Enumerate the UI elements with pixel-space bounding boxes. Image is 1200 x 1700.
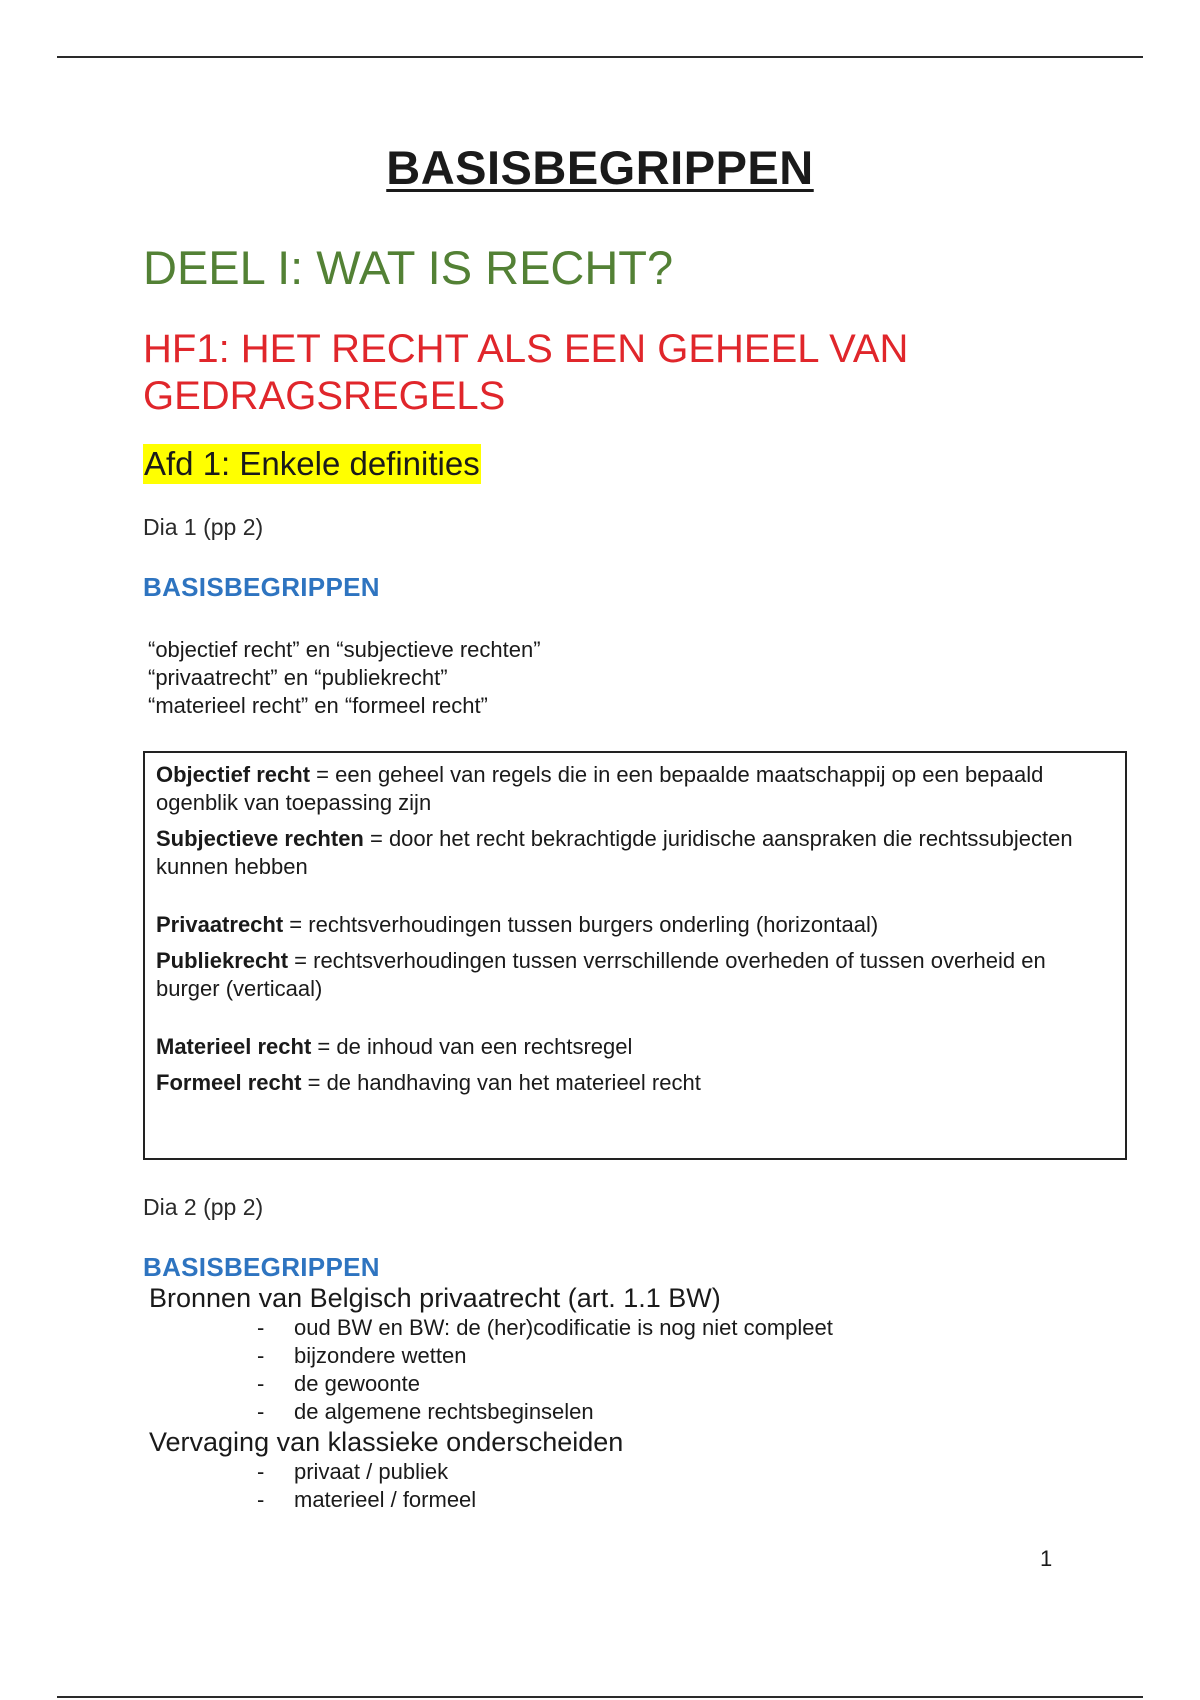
list-item-text: de gewoonte bbox=[294, 1371, 420, 1396]
list-item-text: materieel / formeel bbox=[294, 1487, 477, 1512]
list-item-text: privaat / publiek bbox=[294, 1459, 449, 1484]
definition bbox=[156, 911, 1115, 939]
definition-term: Materieel recht bbox=[156, 1034, 312, 1059]
definition bbox=[156, 761, 1115, 817]
definition-term: Objectief recht bbox=[156, 762, 311, 787]
list-item-text: bijzondere wetten bbox=[294, 1343, 467, 1368]
definition bbox=[156, 825, 1115, 881]
definition bbox=[156, 1069, 1115, 1097]
dash-bullet: - bbox=[257, 1343, 265, 1368]
definition-text: = door het recht bekrachtigde juridische aanspraken die rechtssubjecten kunnen hebben bbox=[156, 826, 1073, 879]
definition-term: Publiekrecht bbox=[156, 948, 289, 973]
definition-text: = de inhoud van een rechtsregel bbox=[311, 1034, 633, 1059]
list-item bbox=[257, 1314, 833, 1342]
bottom-rule bbox=[57, 1696, 1143, 1698]
dash-bullet: - bbox=[257, 1315, 265, 1340]
page-title: BASISBEGRIPPEN bbox=[386, 141, 814, 194]
dash-bullet: - bbox=[257, 1459, 265, 1484]
definition-text: = rechtsverhoudingen tussen burgers onderling (horizontaal) bbox=[283, 912, 879, 937]
definition-term: Subjectieve rechten bbox=[156, 826, 364, 851]
list-item bbox=[257, 1458, 833, 1486]
chapter-heading bbox=[143, 326, 908, 420]
sources-title: Bronnen van Belgisch privaatrecht (art. 1.1 BW) bbox=[149, 1283, 721, 1313]
definitions-box bbox=[143, 751, 1127, 1160]
definition-text: = rechtsverhoudingen tussen verrschillende overheden of tussen overheid en burger (verticaal) bbox=[156, 948, 1046, 1001]
list-item bbox=[257, 1398, 833, 1426]
slide-reference: Dia 2 (pp 2) bbox=[143, 1194, 264, 1220]
definition-term: Privaatrecht bbox=[156, 912, 284, 937]
blurring-list bbox=[149, 1458, 833, 1514]
chapter-heading-line: HF1: HET RECHT ALS EEN GEHEEL VAN bbox=[143, 327, 909, 371]
sources-block bbox=[149, 1282, 833, 1514]
subsection-heading: BASISBEGRIPPEN bbox=[143, 572, 380, 602]
chapter-heading-line: GEDRAGSREGELS bbox=[143, 374, 506, 418]
section-heading-highlighted: Afd 1: Enkele definities bbox=[144, 445, 480, 482]
sources-list bbox=[149, 1314, 833, 1426]
definition bbox=[156, 947, 1115, 1003]
top-rule bbox=[57, 56, 1143, 58]
list-item bbox=[257, 1486, 833, 1514]
term-pair: “privaatrecht” en “publiekrecht” bbox=[148, 665, 448, 690]
term-pair: “materieel recht” en “formeel recht” bbox=[148, 693, 488, 718]
slide-reference: Dia 1 (pp 2) bbox=[143, 514, 264, 540]
definition-text: = een geheel van regels die in een bepaalde maatschappij op een bepaald ogenblik van toepassing zijn bbox=[156, 762, 1044, 815]
list-item bbox=[257, 1342, 833, 1370]
subsection-heading: BASISBEGRIPPEN bbox=[143, 1252, 380, 1282]
definition bbox=[156, 1033, 1115, 1061]
dash-bullet: - bbox=[257, 1399, 265, 1424]
blurring-title: Vervaging van klassieke onderscheiden bbox=[149, 1427, 624, 1457]
part-heading: DEEL I: WAT IS RECHT? bbox=[143, 241, 674, 294]
definition-term: Formeel recht bbox=[156, 1070, 302, 1095]
list-item bbox=[257, 1370, 833, 1398]
page-number: 1 bbox=[1040, 1546, 1053, 1571]
term-pair: “objectief recht” en “subjectieve rechten” bbox=[148, 637, 541, 662]
list-item-text: oud BW en BW: de (her)codificatie is nog niet compleet bbox=[294, 1315, 833, 1340]
term-pairs bbox=[148, 636, 541, 720]
dash-bullet: - bbox=[257, 1371, 265, 1396]
list-item-text: de algemene rechtsbeginselen bbox=[294, 1399, 594, 1424]
definition-text: = de handhaving van het materieel recht bbox=[301, 1070, 701, 1095]
dash-bullet: - bbox=[257, 1487, 265, 1512]
